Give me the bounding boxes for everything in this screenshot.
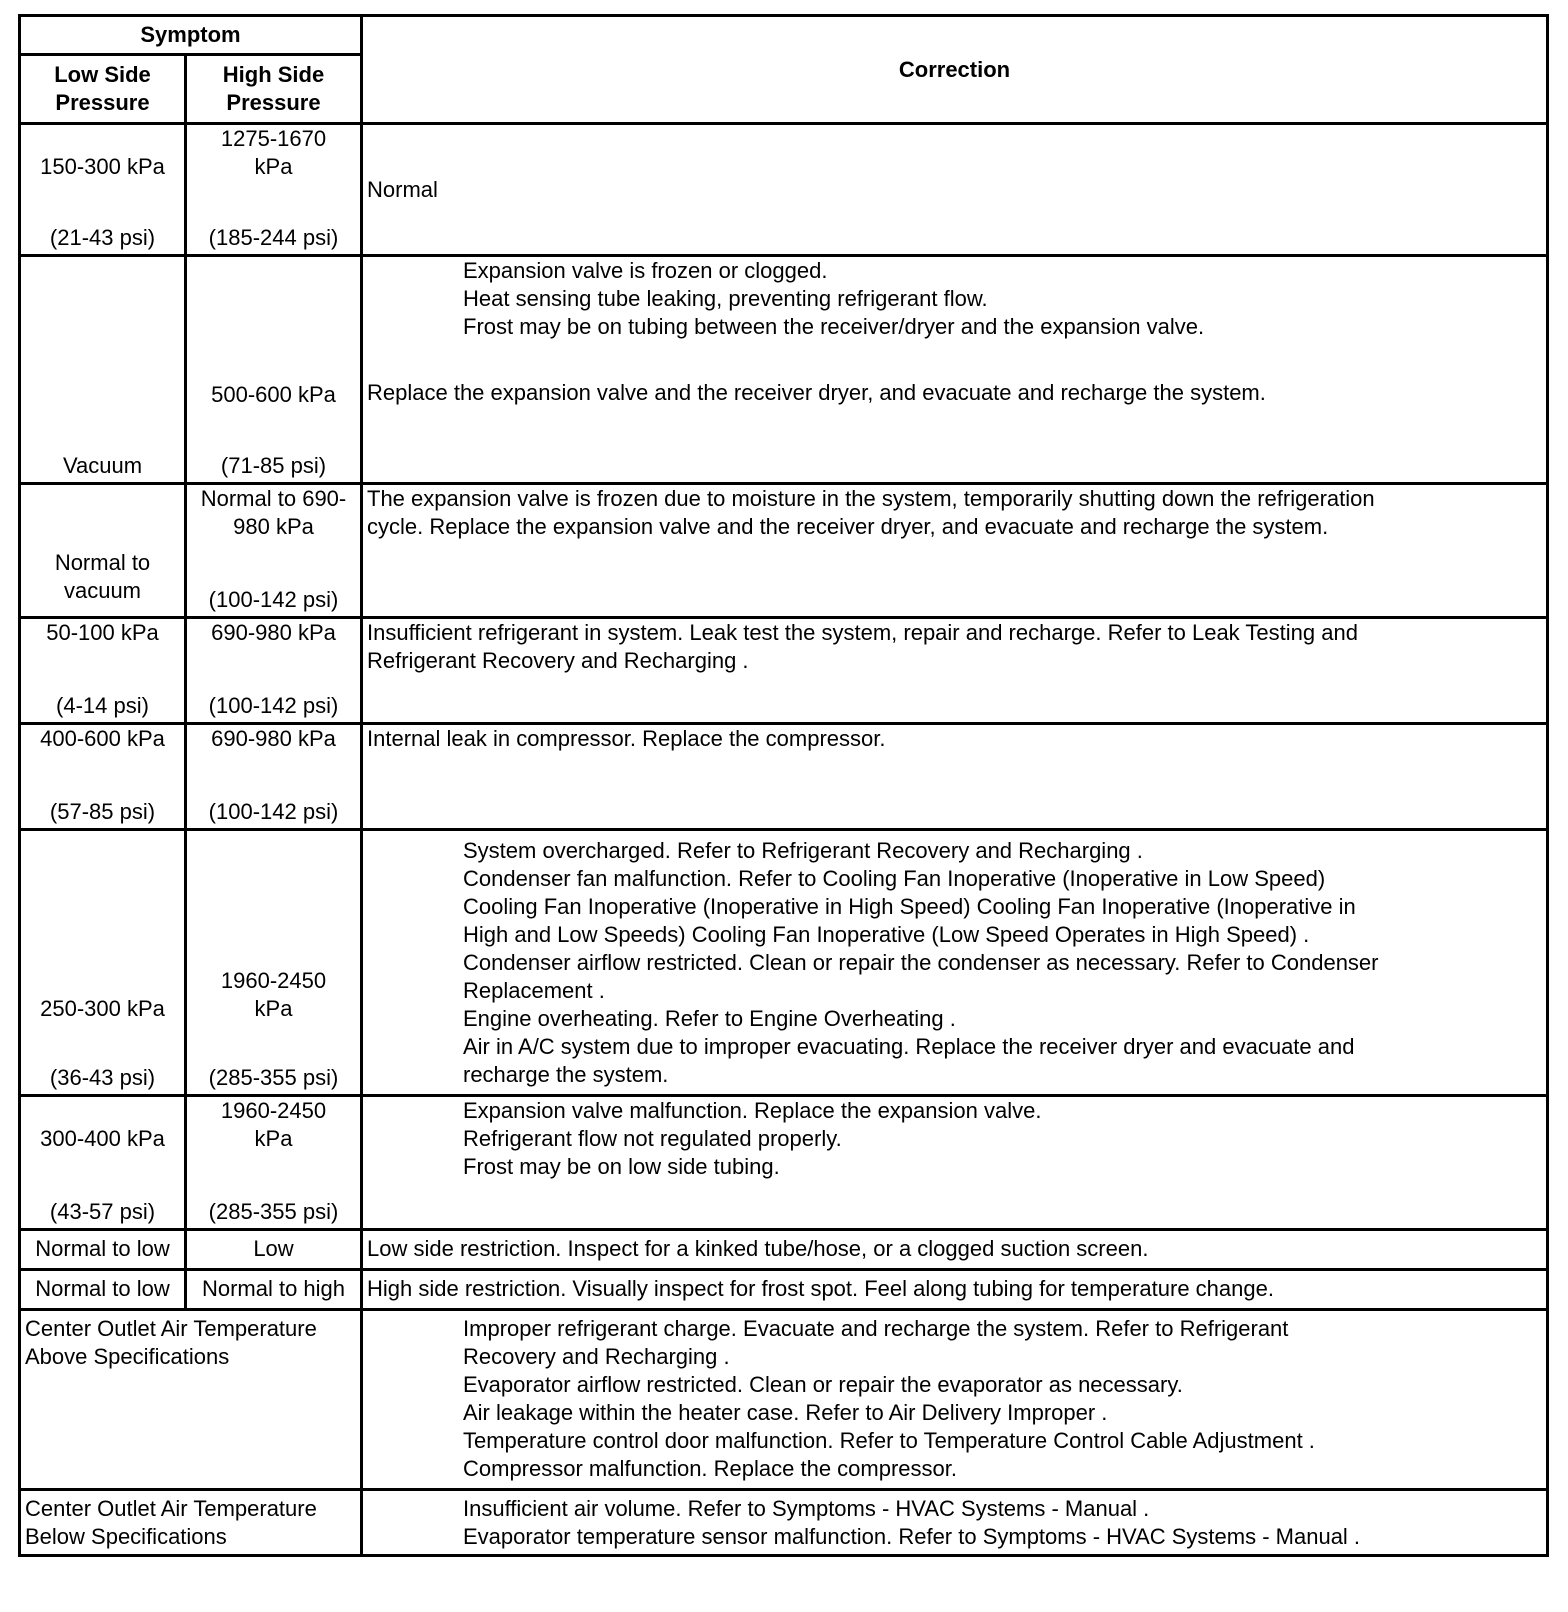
high-pressure-cell: 1275-1670 kPa (185-244 psi) — [186, 124, 362, 256]
high-pressure-cell: Low — [186, 1230, 362, 1270]
high-pressure-cell: 500-600 kPa (71-85 psi) — [186, 256, 362, 484]
table-row — [20, 1230, 1548, 1270]
correction-cell: Insufficient refrigerant in system. Leak test the system, repair and recharge. Refer to Leak Testing and Refrigerant Recovery and Recharging . — [362, 618, 1548, 724]
low-pressure-cell: 400-600 kPa (57-85 psi) — [20, 724, 186, 830]
symptom-header: Symptom — [20, 16, 362, 55]
table-row — [20, 1096, 1548, 1230]
table-row — [20, 1310, 1548, 1490]
high-pressure-cell: 690-980 kPa (100-142 psi) — [186, 724, 362, 830]
low-pressure-cell: Normal to low — [20, 1270, 186, 1310]
high-pressure-cell: 1960-2450 kPa (285-355 psi) — [186, 830, 362, 1096]
table-row — [20, 1270, 1548, 1310]
correction-cell: Normal — [362, 124, 1548, 256]
correction-cell: Improper refrigerant charge. Evacuate and recharge the system. Refer to Refrigerant Recovery and Recharging . Evaporator airflow restricted. Clean or repair the evaporator as necessary. Air leakage within the heater case. Refer to Air Delivery Improper . Temperature control door malfunction. Refer to Temperature Control Cable Adjustment . Compressor malfunction. Replace the compressor. — [362, 1310, 1548, 1490]
high-side-header: High Side Pressure — [186, 55, 362, 124]
low-pressure-cell: 300-400 kPa (43-57 psi) — [20, 1096, 186, 1230]
table-row — [20, 830, 1548, 1096]
correction-cell: Expansion valve malfunction. Replace the expansion valve. Refrigerant flow not regulated properly. Frost may be on low side tubing. — [362, 1096, 1548, 1230]
correction-cell: Expansion valve is frozen or clogged. Heat sensing tube leaking, preventing refrigerant flow. Frost may be on tubing between the receiver/dryer and the expansion valve. Replace the expansion valve and the receiver dryer, and evacuate and recharge the system. — [362, 256, 1548, 484]
table-row — [20, 256, 1548, 484]
correction-header: Correction — [362, 16, 1548, 124]
diagnosis-table — [18, 14, 1549, 1557]
correction-cell: Low side restriction. Inspect for a kinked tube/hose, or a clogged suction screen. — [362, 1230, 1548, 1270]
low-pressure-cell: 150-300 kPa (21-43 psi) — [20, 124, 186, 256]
correction-cell: Insufficient air volume. Refer to Symptoms - HVAC Systems - Manual . Evaporator temperature sensor malfunction. Refer to Symptoms - HVAC Systems - Manual . — [362, 1490, 1548, 1556]
low-pressure-cell: 250-300 kPa (36-43 psi) — [20, 830, 186, 1096]
table-row — [20, 124, 1548, 256]
diagnosis-table-page — [18, 14, 1546, 1557]
correction-cell: The expansion valve is frozen due to moisture in the system, temporarily shutting down the refrigeration cycle. Replace the expansion valve and the receiver dryer, and evacuate and recharge the system. — [362, 484, 1548, 618]
low-pressure-cell: Normal to low — [20, 1230, 186, 1270]
table-row — [20, 618, 1548, 724]
table-row — [20, 1490, 1548, 1556]
low-pressure-cell: Vacuum — [20, 256, 186, 484]
low-pressure-cell: 50-100 kPa (4-14 psi) — [20, 618, 186, 724]
correction-cell: Internal leak in compressor. Replace the compressor. — [362, 724, 1548, 830]
low-side-header: Low Side Pressure — [20, 55, 186, 124]
table-row — [20, 484, 1548, 618]
table-row — [20, 724, 1548, 830]
high-pressure-cell: Normal to high — [186, 1270, 362, 1310]
low-pressure-cell: Normal to vacuum — [20, 484, 186, 618]
symptom-cell: Center Outlet Air Temperature Below Specifications — [20, 1490, 362, 1556]
correction-cell: High side restriction. Visually inspect for frost spot. Feel along tubing for temperature change. — [362, 1270, 1548, 1310]
symptom-cell: Center Outlet Air Temperature Above Specifications — [20, 1310, 362, 1490]
high-pressure-cell: 690-980 kPa (100-142 psi) — [186, 618, 362, 724]
correction-cell: System overcharged. Refer to Refrigerant Recovery and Recharging . Condenser fan malfunction. Refer to Cooling Fan Inoperative (Inoperative in Low Speed) Cooling Fan Inoperative (Inoperative in High Speed) Cooling Fan Inoperative (Inoperative in High and Low Speeds) Cooling Fan Inoperative (Low Speed Operates in High Speed) . Condenser airflow restricted. Clean or repair the condenser as necessary. Refer to Condenser Replacement . Engine overheating. Refer to Engine Overheating . Air in A/C system due to improper evacuating. Replace the receiver dryer and evacuate and recharge the system. — [362, 830, 1548, 1096]
high-pressure-cell: Normal to 690- 980 kPa (100-142 psi) — [186, 484, 362, 618]
high-pressure-cell: 1960-2450 kPa (285-355 psi) — [186, 1096, 362, 1230]
